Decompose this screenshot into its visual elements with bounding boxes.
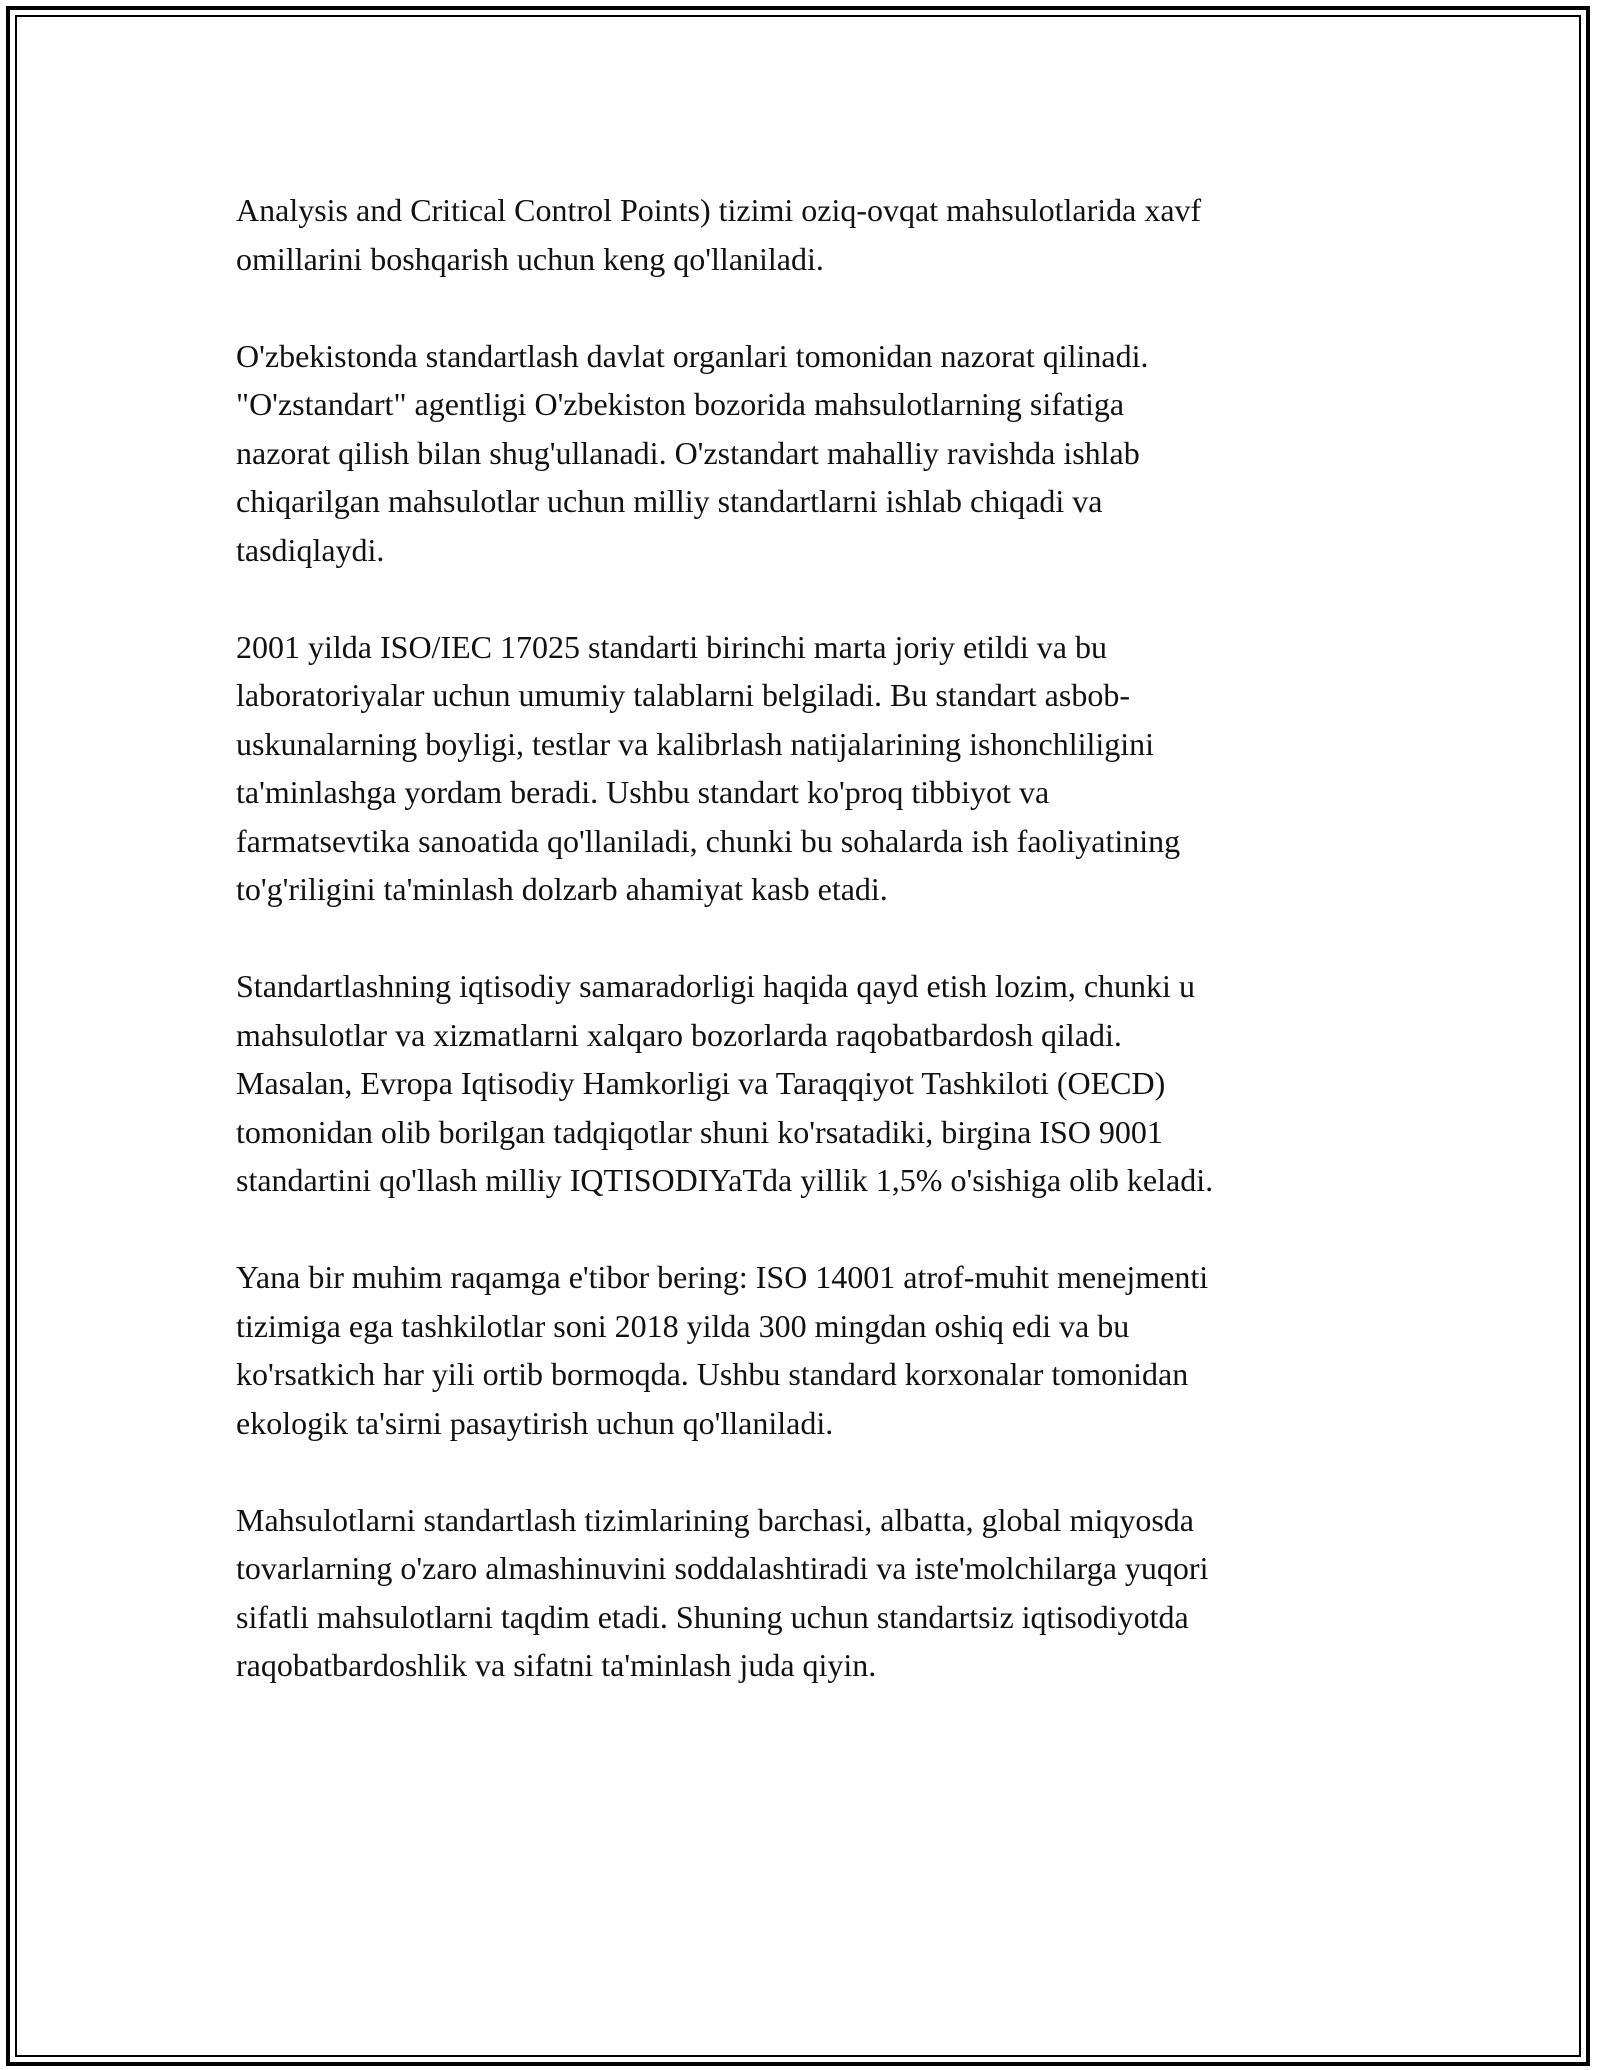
paragraph-iso-17025: 2001 yilda ISO/IEC 17025 standarti birinchi marta joriy etildi va bu laboratoriyalar uchun umumiy talablarni belgiladi. Bu standart asbob- uskunalarning boyligi, testlar va kalibrlash natijalarining ishonchliligini ta'minlashga yordam beradi. Ushbu standart ko'proq tibbiyot va farmatsevtika sanoatida qo'llaniladi, chunki bu sohalarda ish faoliyatining to'g'riligini ta'minlash dolzarb ahamiyat kasb etadi. (236, 628, 1181, 907)
paragraph-economic-efficiency: Standartlashning iqtisodiy samaradorligi haqida qayd etish lozim, chunki u mahsulotlar va xizmatlarni xalqaro bozorlarda raqobatbardosh qiladi. Masalan, Evropa Iqtisodiy Hamkorligi va Taraqqiyot Tashkiloti (OECD) tomonidan olib borilgan tadqiqotlar shuni ko'rsatadiki, birgina ISO 9001 standartini qo'llash milliy IQTISODIYaTda yillik 1,5% o'sishiga olib keladi. (236, 968, 1214, 1198)
paragraph-conclusion: Mahsulotlarni standartlash tizimlarining barchasi, albatta, global miqyosda tovarlarning o'zaro almashinuvini soddalashtiradi va iste'molchilarga yuqori sifatli mahsulotlarni taqdim etadi. Shuning uchun standartsiz iqtisodiyotda raqobatbardoshlik va sifatni ta'minlash juda qiyin. (236, 1501, 1209, 1683)
paragraph-haccp: Analysis and Critical Control Points) tizimi oziq-ovqat mahsulotlarida xavf omillarini boshqarish uchun keng qo'llaniladi. (236, 192, 1202, 277)
paragraph-ozstandart: O'zbekistonda standartlash davlat organlari tomonidan nazorat qilinadi. "O'zstandart" agentligi O'zbekiston bozorida mahsulotlarning sifatiga nazorat qilish bilan shug'ullanadi. O'zstandart mahalliy ravishda ishlab chiqarilgan mahsulotlar uchun milliy standartlarni ishlab chiqadi va tasdiqlaydi. (236, 337, 1149, 568)
document-body (236, 186, 1376, 1738)
paragraph-iso-14001: Yana bir muhim raqamga e'tibor bering: ISO 14001 atrof-muhit menejmenti tizimiga ega tashkilotlar soni 2018 yilda 300 mingdan oshiq edi va bu ko'rsatkich har yili ortib bormoqda. Ushbu standard korxonalar tomonidan ekologik ta'sirni pasaytirish uchun qo'llaniladi. (236, 1259, 1209, 1441)
